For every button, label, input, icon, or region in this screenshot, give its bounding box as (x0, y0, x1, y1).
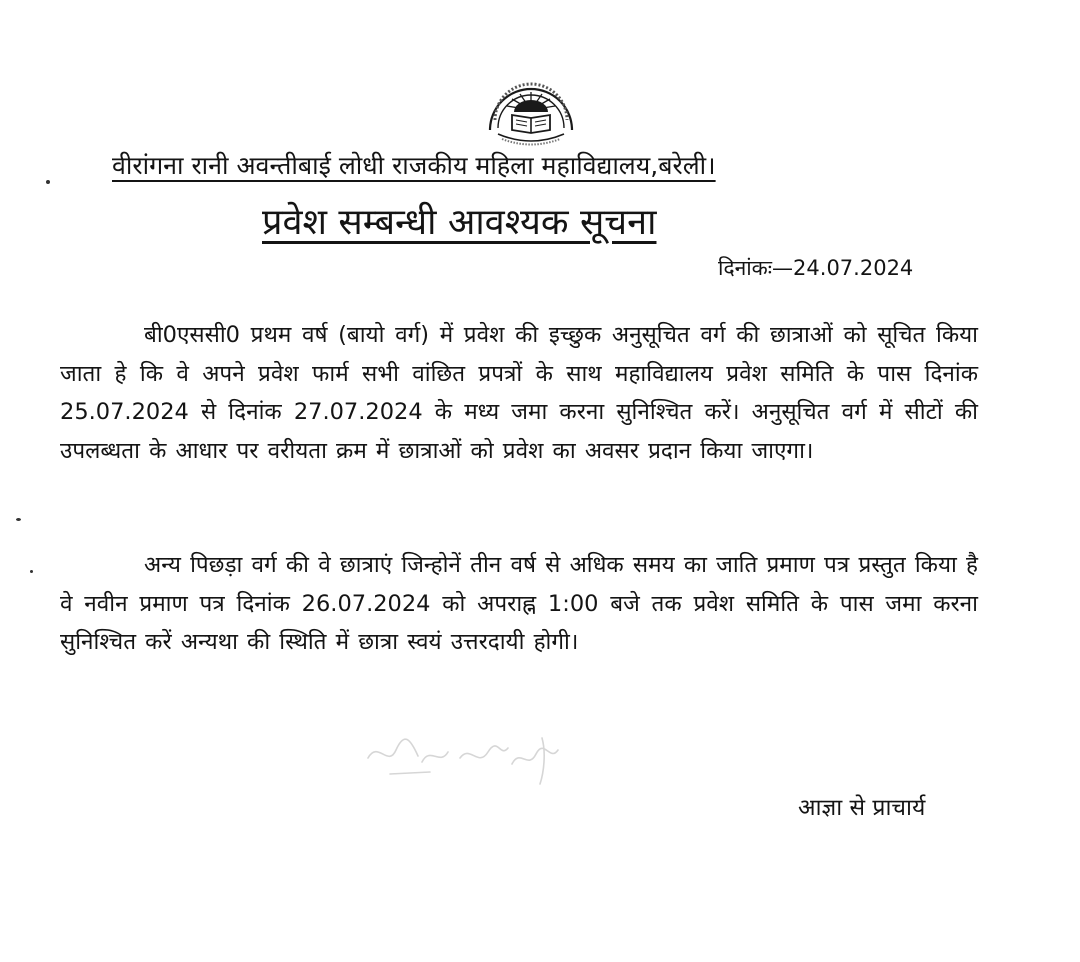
scan-speck (46, 180, 50, 184)
college-name-heading: वीरांगना रानी अवन्तीबाई लोधी राजकीय महिला महाविद्यालय,बरेली। (112, 151, 716, 180)
notice-title: प्रवेश सम्बन्धी आवश्यक सूचना (262, 202, 657, 243)
notice-paragraph-sc-admission: बी0एससी0 प्रथम वर्ष (बायो वर्ग) में प्रवेश की इच्छुक अनुसूचित वर्ग की छात्राओं को सूचित किया जाता हे कि वे अपने प्रवेश फार्म सभी वांछित प्रपत्रों के साथ महाविद्यालय प्रवेश समिति के पास दिनांक 25.07.2024 से दिनांक 27.07.2024 के मध्य जमा करना सुनिश्चित करें। अनुसूचित वर्ग में सीटों की उपलब्धता के आधार पर वरीयता क्रम में छात्राओं को प्रवेश का अवसर प्रदान किया जाएगा। (60, 322, 978, 464)
scan-speck (16, 518, 21, 521)
notice-date: दिनांकः—24.07.2024 (718, 256, 914, 280)
principal-signoff: आज्ञा से प्राचार्य (798, 795, 926, 821)
scan-speck (30, 570, 33, 573)
college-emblem-icon (476, 68, 586, 148)
faint-signature-mark (360, 728, 590, 790)
notice-paragraph-obc-certificate: अन्य पिछड़ा वर्ग की वे छात्राएं जिन्होनें तीन वर्ष से अधिक समय का जाति प्रमाण पत्र प्रस्तुत किया है वे नवीन प्रमाण पत्र दिनांक 26.07.2024 को अपराह्न 1:00 बजे तक प्रवेश समिति के पास जमा करना सुनिश्चित करें अन्यथा की स्थिति में छात्रा स्वयं उत्तरदायी होगी। (60, 552, 978, 655)
